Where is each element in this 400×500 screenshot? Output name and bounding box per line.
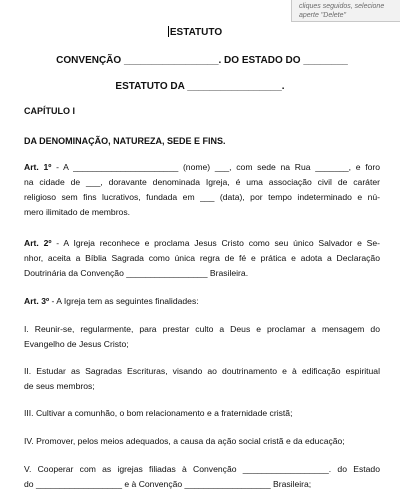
chapter-title: DA DENOMINAÇÃO, NATUREZA, SEDE E FINS.: [24, 136, 226, 146]
article-2: [24, 236, 380, 281]
help-tooltip: [291, 0, 400, 22]
article-1-line-4: mero ilimitado de membros.: [24, 207, 131, 217]
item-5-line-2: do __________________ e à Convenção __________________ Brasileira;: [24, 479, 312, 489]
article-3-intro: [24, 294, 380, 309]
article-3-item-3: III. Cultivar a comunhão, o bom relacionamento e a fraternidade cristã;: [24, 408, 293, 418]
item-5-line-1: V. Cooperar com as igrejas filiadas à Convenção __________________. do Estado: [24, 464, 380, 474]
article-2-text-1: - A Igreja reconhece e proclama Jesus Cristo como seu único Salvador e Se-: [51, 238, 381, 248]
item-2-line-1: II. Estudar as Sagradas Escrituras, visando ao doutrinamento e à edificação espiritual: [24, 366, 380, 376]
article-2-line-3: Doutrinária da Convenção _________________ Brasileira.: [24, 268, 249, 278]
document-title-text: ESTATUTO: [169, 27, 223, 38]
item-1-line-1: I. Reunir-se, regularmente, para prestar culto a Deus e proclamar a mensagem do: [24, 324, 380, 334]
convention-line: CONVENÇÃO _________________. DO ESTADO DO ________: [56, 55, 348, 66]
article-3-item-5: [24, 462, 380, 492]
article-3-item-1: [24, 322, 380, 352]
article-3-item-2: [24, 364, 380, 394]
tooltip-line-2: aperte "Delete": [299, 12, 346, 19]
article-2-line-1: [24, 236, 380, 251]
item-2-line-2: de seus membros;: [24, 381, 95, 391]
article-1: [24, 160, 380, 220]
statute-line: ESTATUTO DA _________________.: [115, 81, 285, 92]
tooltip-line-1: cliques seguidos, selecione: [299, 3, 385, 10]
article-2-label: Art. 2º: [24, 238, 52, 248]
article-3-item-4: IV. Promover, pelos meios adequados, a causa da ação social cristã e da educação;: [24, 436, 345, 446]
article-3-label: Art. 3º: [24, 296, 50, 306]
article-1-text-1: - A ______________________ (nome) ___, com sede na Rua _______, e foro: [51, 162, 380, 172]
article-1-line-1: [24, 160, 380, 175]
article-2-line-2: nhor, aceita a Bíblia Sagrada como única regra de fé e prática e adota a Declaração: [24, 253, 380, 263]
text-cursor: [168, 26, 169, 37]
item-1-line-2: Evangelho de Jesus Cristo;: [24, 339, 129, 349]
article-1-line-3: religioso sem fins lucrativos, fundada em ___ (data), por tempo indeterminado e nú-: [24, 192, 380, 202]
document-title[interactable]: [0, 26, 390, 38]
article-1-line-2: na cidade de ___, doravante denominada Igreja, é uma associação civil de caráter: [24, 177, 380, 187]
article-3-intro-text: - A Igreja tem as seguintes finalidades:: [49, 296, 199, 306]
chapter-heading: CAPÍTULO I: [24, 106, 75, 116]
article-1-label: Art. 1º: [24, 162, 52, 172]
